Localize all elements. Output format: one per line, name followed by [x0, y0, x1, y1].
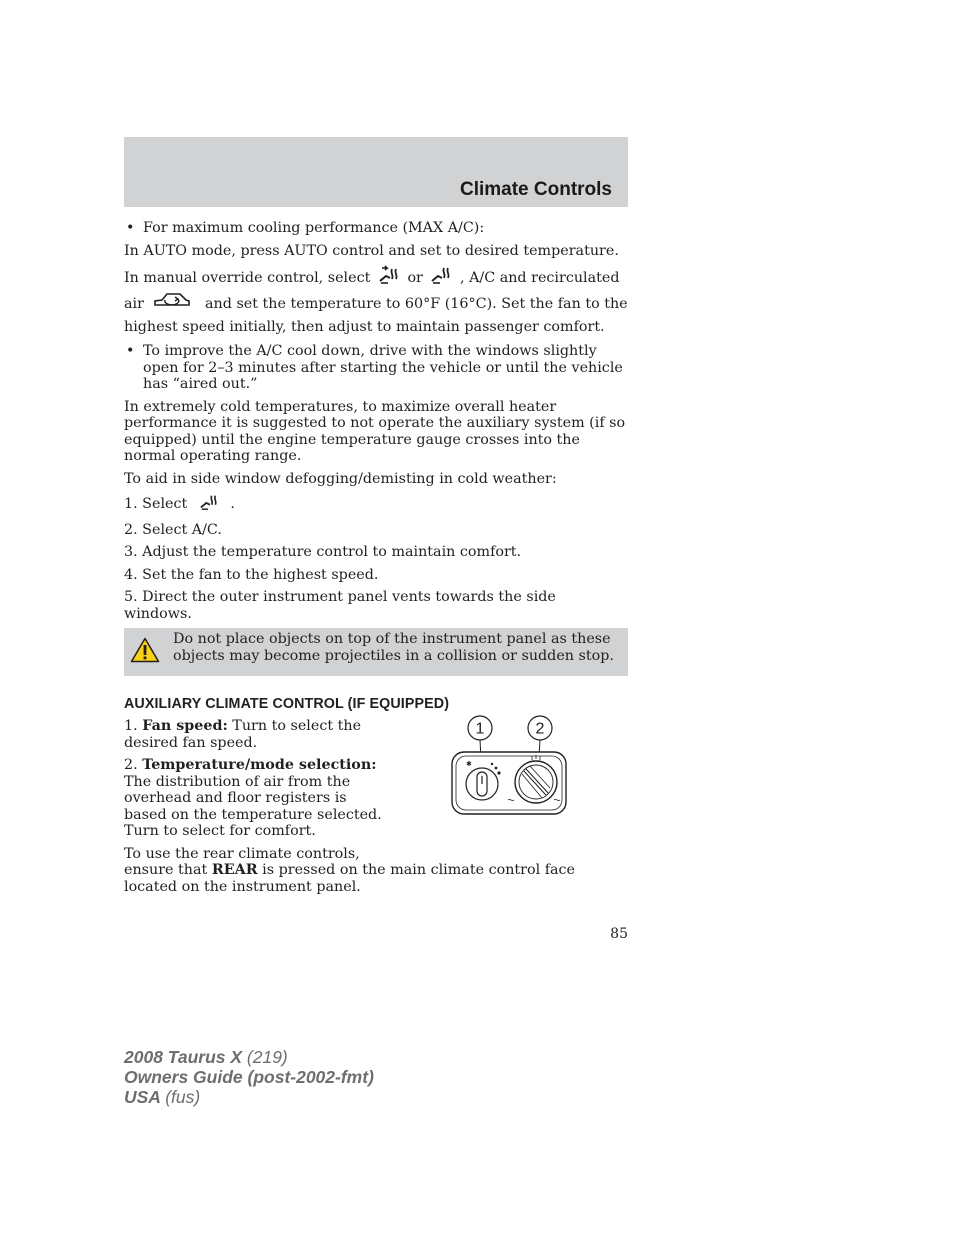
auxiliary-section [124, 718, 628, 895]
list-item [124, 220, 628, 237]
page-number: 85 [610, 926, 628, 942]
step-3: 3. Adjust the temperature control to maintain comfort. [124, 544, 522, 560]
paragraph-rear-controls [124, 846, 628, 896]
bullet-dot: • [126, 220, 135, 236]
item-label: Fan speed: [142, 718, 228, 734]
text-span: and set the temperature to 60°F (16°C). Set the fan to the highest speed initially, then adjust to maintain passenger comfort. [124, 296, 628, 335]
item-text: The distribution of air from the overhead and floor registers is based on the temperature selected. Turn to select for comfort. [124, 773, 382, 839]
section-heading: AUXILIARY CLIMATE CONTROL (IF EQUIPPED) [124, 695, 450, 712]
text-span: To use the rear climate controls, [124, 845, 360, 862]
main-content [124, 220, 628, 895]
footer-model-code: (219) [246, 1047, 288, 1067]
item-text: Turn to select the desired fan speed. [124, 718, 362, 751]
text-span: is pressed on the main climate control face located on the instrument panel. [124, 862, 575, 895]
list-item [124, 343, 628, 393]
auxiliary-control-figure [446, 714, 576, 818]
bullet-text: For maximum cooling performance (MAX A/C): [143, 220, 485, 236]
header-band [124, 137, 628, 207]
footer [124, 1047, 374, 1107]
item-label: Temperature/mode selection: [142, 757, 377, 773]
defrost-icon [430, 265, 452, 291]
callout-1-label: 1 [475, 720, 485, 738]
warning-triangle-icon [130, 631, 173, 668]
paragraph-auto-mode: In AUTO mode, press AUTO control and set to desired temperature. [124, 242, 619, 259]
defrost-icon [198, 493, 220, 516]
footer-model: 2008 Taurus X [124, 1047, 243, 1067]
recirculated-air-icon [152, 291, 192, 317]
aux-item-fan-speed [124, 718, 384, 751]
text-span: or [407, 270, 423, 286]
auxiliary-text [124, 718, 384, 840]
step-5: 5. Direct the outer instrument panel vents towards the side windows. [124, 589, 556, 622]
footer-line-2: Owners Guide (post-2002-fmt) [124, 1067, 374, 1087]
aux-item-temperature-mode [124, 757, 384, 840]
warning-text: Do not place objects on top of the instrument panel as these objects may become projectiles in a collision or sudden stop. [173, 631, 614, 664]
item-number: 2. [124, 757, 138, 773]
callout-2-label: 2 [535, 720, 545, 738]
footer-line-3 [124, 1087, 374, 1107]
footer-line-1 [124, 1047, 374, 1067]
text-span: 1. Select [124, 496, 188, 512]
page-title: Climate Controls [459, 179, 612, 200]
bullet-dot: • [126, 343, 135, 359]
rear-button-label: REAR [211, 862, 258, 878]
paragraph-manual-override [124, 265, 628, 337]
text-span: ensure that [124, 862, 212, 878]
floor-defrost-icon [378, 265, 400, 291]
text-span: , A/C and recirculated [459, 270, 620, 286]
warning-box [124, 628, 628, 676]
text-span: In manual override control, select [124, 270, 371, 286]
paragraph-cold-temps: In extremely cold temperatures, to maximize overall heater performance it is suggested to not operate the auxiliary system (if so equipped) until the engine temperature gauge crosses into the normal operating range. [124, 398, 626, 464]
item-number: 1. [124, 718, 138, 734]
paragraph-defog-intro: To aid in side window defogging/demisting in cold weather: [124, 470, 557, 487]
svg-text:✱: ✱ [466, 760, 472, 768]
step-2: 2. Select A/C. [124, 521, 222, 538]
footer-market: USA [124, 1087, 161, 1107]
step-4: 4. Set the fan to the highest speed. [124, 566, 379, 583]
text-span: . [230, 496, 235, 512]
footer-market-code: (fus) [165, 1087, 201, 1107]
step-1 [124, 493, 628, 516]
bullet-text: To improve the A/C cool down, drive with the windows slightly open for 2–3 minutes after starting the vehicle or until the vehicle has “aired out.” [143, 343, 623, 392]
text-span: air [124, 296, 144, 312]
